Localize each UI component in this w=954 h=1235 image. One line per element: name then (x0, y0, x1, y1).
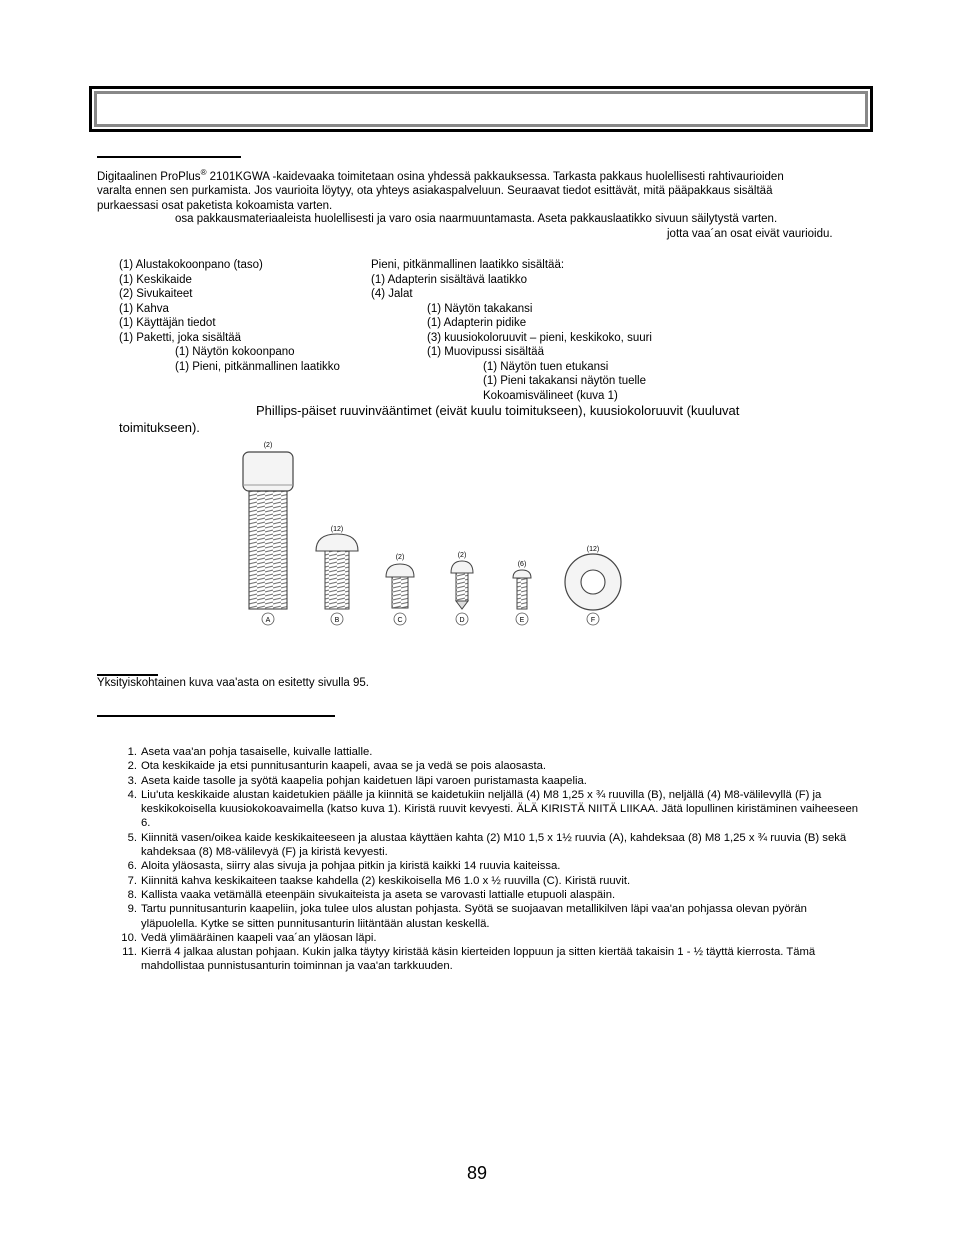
step-text: Kiinnitä kahva keskikaiteen taakse kahdella (2) keskikoisella M6 1.0 x ½ ruuvilla (C). Kiristä ruuvit. (141, 874, 631, 887)
step-text: Liu'uta keskikaide alustan kaidetukien päälle ja kiinnitä se kaidetukiin neljällä (4) M8 1,25 x ¾ ruuvilla (B), neljällä (4) M8-välilevyllä (F) ja keskikokoisella kuusiokokoavaimella (katso kuva 1). Kiristä ruuvit kevyesti. ÄLÄ KIRISTÄ NIITÄ LIIKAA. Jätä lopullinen kiristäminen vaiheeseen 6. (141, 788, 859, 830)
assembly-step (117, 888, 867, 902)
contents-item: (1) Pieni, pitkänmallinen laatikko (175, 360, 340, 373)
contents-item: (1) Muovipussi sisältää (427, 346, 544, 358)
assembly-step (117, 874, 867, 888)
step-text: Aseta vaa'an pohja tasaiselle, kuivalle lattialle. (141, 746, 373, 758)
button-head-screw-icon (316, 534, 358, 609)
contents-item: (1) Näytön takakansi (427, 302, 533, 315)
page-number: 89 (466, 1163, 488, 1183)
hardware-figure (225, 437, 645, 632)
hardware-letter: E (519, 617, 525, 624)
intro-line1b: 2101KGWA -kaidevaaka toimitetaan osina yhdessä pakkauksessa. Tarkasta pakkaus huolellisesti rahtivaurioiden (206, 170, 784, 183)
step-number: 11. (122, 946, 137, 959)
hardware-qty: (6) (517, 561, 527, 568)
contents-item: (1) Adapterin sisältävä laatikko (371, 273, 527, 286)
step-number: 1. (127, 746, 137, 758)
small-box-contents-list (371, 258, 652, 403)
registered-mark: ® (200, 168, 207, 177)
hardware-qty: (2) (263, 442, 273, 449)
assembly-step (117, 745, 867, 759)
step-text: Aseta kaide tasolle ja syötä kaapelia pohjan kaidetuen läpi varoen puristamasta kaapelia. (141, 774, 587, 787)
contents-item: (1) Näytön kokoonpano (175, 346, 295, 358)
step-number: 7. (127, 874, 137, 887)
hardware-qty: (12) (330, 526, 344, 533)
contents-item: (1) Pieni takakansi näytön tuelle (483, 375, 647, 387)
intro-line1a: Digitaalinen ProPlus (97, 170, 201, 183)
assembly-step (117, 931, 867, 945)
contents-item: Kokoamisvälineet (kuva 1) (483, 389, 618, 402)
contents-item: (1) Näytön tuen etukansi (483, 360, 609, 373)
intro-line3: purkaessasi osat paketista kokoamista varten. (97, 199, 333, 212)
step-number: 8. (127, 889, 137, 901)
hardware-letter: F (590, 617, 596, 624)
contents-item: (4) Jalat (371, 288, 413, 300)
self-drilling-screw-icon (451, 561, 473, 609)
detail-note: Yksityiskohtainen kuva vaa'asta on esitetty sivulla 95. (97, 677, 369, 689)
step-text: Kiinnitä vasen/oikea kaide keskikaiteeseen ja alustaa käyttäen kahta (2) M10 1,5 x 1½ ruuvia (A), kahdeksaa (8) M8 1,25 x ¾ ruuvia (B) sekä kahdeksaa (8) M8-välilevyä (F) ja kiristä kevyesti. (141, 831, 847, 859)
step-text: Aloita yläosasta, siirry alas sivuja ja pohjaa pitkin ja kiristä kaikki 14 ruuvia kaiteissa. (141, 860, 561, 873)
hardware-letter: A (265, 617, 271, 624)
socket-cap-screw-icon (243, 452, 293, 609)
intro-line4: osa pakkausmateriaaleista huolellisesti ja varo osia naarmuuntamasta. Aseta pakkauslaatikko sivuun säilytystä varten. (175, 213, 778, 225)
contents-item: (1) Adapterin pidike (427, 317, 527, 329)
step-number: 10. (121, 931, 137, 944)
step-number: 5. (127, 831, 137, 844)
assembly-step (117, 859, 867, 873)
step-text: Kallista vaaka vetämällä eteenpäin sivukaiteista ja aseta se varovasti lattialle etupuoli alaspäin. (141, 889, 616, 901)
heading-underline (97, 156, 241, 158)
hardware-qty: (2) (457, 552, 467, 559)
contents-item: (1) Alustakokoonpano (taso) (119, 259, 263, 271)
step-number: 2. (127, 760, 137, 773)
hardware-qty: (2) (395, 554, 405, 561)
assembly-step (117, 774, 867, 788)
assembly-step (117, 831, 867, 860)
step-text: Vedä ylimääräinen kaapeli vaa´an yläosan läpi. (141, 931, 377, 944)
package-contents-list (119, 258, 340, 374)
intro-line2: varalta ennen sen purkamista. Jos vaurioita löytyy, ota yhteys asiakaspalveluun. Seuraavat tiedot esittävät, mitä pääpakkaus sisältää (97, 185, 773, 198)
hardware-qty: (12) (586, 546, 600, 553)
contents-item: (1) Paketti, joka sisältää (119, 331, 242, 344)
heading-underline (97, 674, 158, 676)
intro-paragraph (97, 166, 867, 213)
contents-item: (1) Käyttäjän tiedot (119, 317, 216, 329)
intro-line5: jotta vaa´an osat eivät vaurioidu. (667, 228, 833, 240)
contents-item: (2) Sivukaiteet (119, 288, 193, 300)
assembly-step (117, 902, 867, 931)
step-number: 6. (127, 860, 137, 873)
small-machine-screw-icon (513, 570, 531, 609)
step-number: 3. (127, 774, 137, 787)
contents-item: (3) kuusiokoloruuvit – pieni, keskikoko, suuri (427, 331, 652, 344)
assembly-step (117, 788, 867, 831)
tools-line2: toimitukseen). (119, 420, 200, 435)
washer-icon (565, 554, 621, 610)
step-number: 4. (127, 788, 137, 801)
pan-head-screw-icon (386, 564, 414, 608)
step-text: Tartu punnitusanturin kaapeliin, joka tulee ulos alustan pohjasta. Syötä se suojaavan metallikilven läpi vaa'an pohjassa olevan pyörän yläpuolella. Kytke se sitten punnitusanturin liitäntään alustan keskellä. (141, 903, 807, 930)
step-number: 9. (127, 903, 137, 916)
tools-line1: Phillips-päiset ruuvinvääntimet (eivät kuulu toimitukseen), kuusiokoloruuvit (kuuluvat (256, 403, 740, 418)
assembly-step (117, 945, 867, 974)
hardware-letter: C (397, 617, 403, 624)
contents-item: (1) Keskikaide (119, 273, 192, 286)
step-text: Ota keskikaide ja etsi punnitusanturin kaapeli, avaa se ja vedä se pois alaosasta. (141, 760, 547, 773)
hardware-letter: B (334, 617, 340, 624)
step-text: Kierrä 4 jalkaa alustan pohjaan. Kukin jalka täytyy kiristää käsin kierteiden loppuun ja sitten kiertää takaisin 1 - ½ täyttä kierrosta. Tämä mahdollistaa punnistusanturin toiminnan ja vaa'an tarkkuuden. (141, 946, 816, 973)
heading-underline (97, 715, 335, 717)
assembly-step (117, 759, 867, 773)
section-title-box (89, 86, 873, 132)
contents-item: Pieni, pitkänmallinen laatikko sisältää: (371, 259, 565, 271)
contents-item: (1) Kahva (119, 302, 169, 315)
hardware-letter: D (459, 617, 465, 624)
